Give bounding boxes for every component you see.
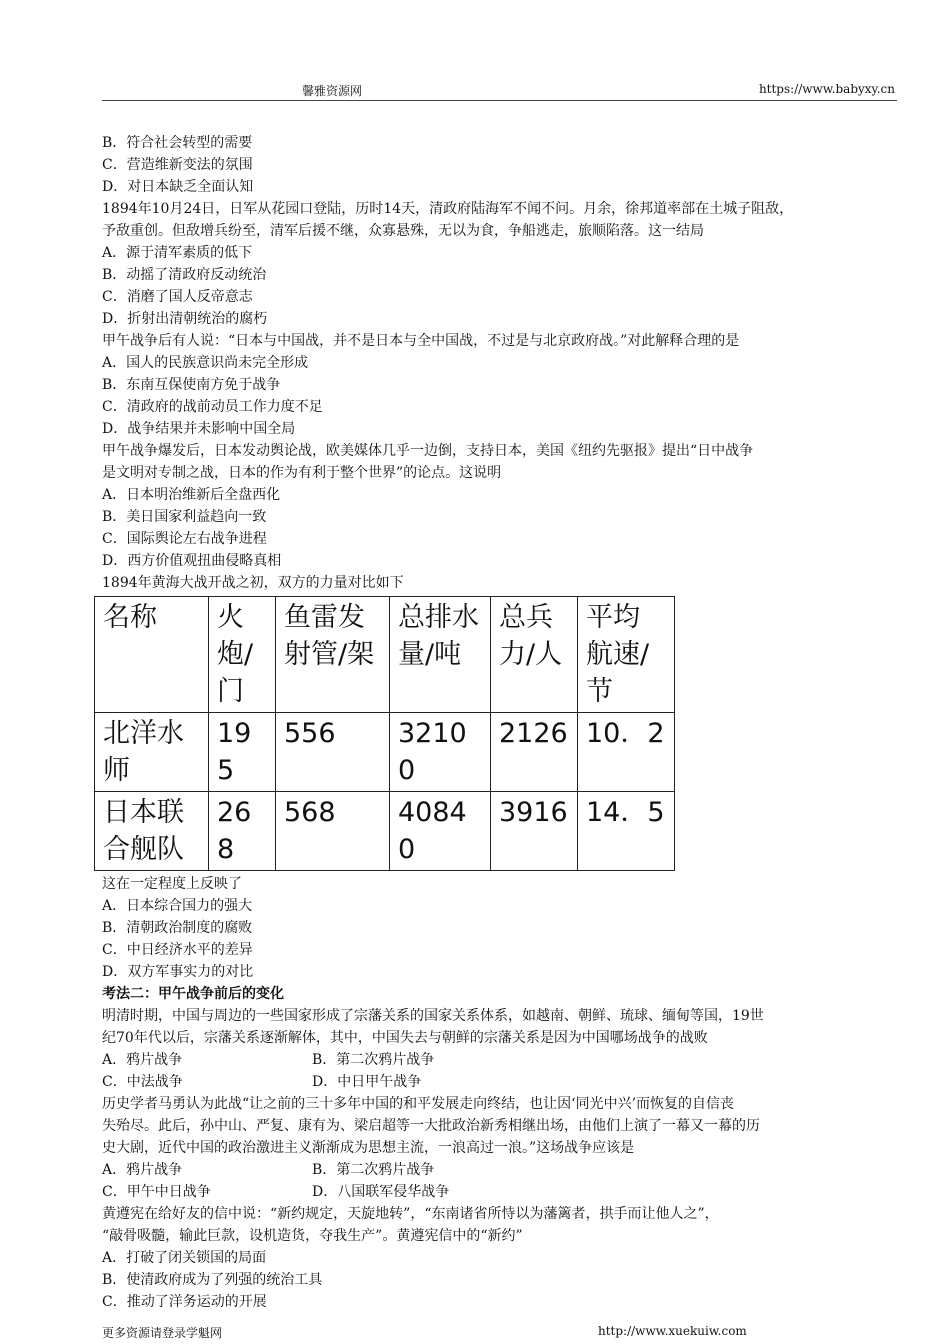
- option: D．八国联军侵华战争: [312, 1184, 450, 1200]
- table-header-cell: 总排水量/吨: [390, 597, 491, 713]
- option: C．推动了洋务运动的开展: [102, 1294, 267, 1310]
- table-header-cell: 总兵力/人: [491, 597, 578, 713]
- footer-note: 更多资源请登录学魁网: [102, 1326, 223, 1340]
- question-text: 历史学者马勇认为此战“让之前的三十多年中国的和平发展走向终结，也让因‘同光中兴’而恢复的自信丧: [102, 1096, 735, 1112]
- option: C．清政府的战前动员工作力度不足: [102, 399, 323, 415]
- table-row: [95, 713, 675, 792]
- table-cell: 40840: [390, 792, 491, 871]
- table-cell: 32100: [390, 713, 491, 792]
- table-cell: 日本联合舰队: [95, 792, 209, 871]
- question-text: 是文明对专制之战，日本的作为有利于整个世界”的论点。这说明: [102, 465, 502, 481]
- table-header-cell: 鱼雷发射管/架: [276, 597, 390, 713]
- question-text: “敲骨吸髓，输此巨款，设机造货，夺我生产”。黄遵宪信中的“新约”: [102, 1228, 523, 1244]
- option-row: [102, 1159, 897, 1181]
- question-text: 失殆尽。此后，孙中山、严复、康有为、梁启超等一大批政治新秀相继出场，由他们上演了一幕又一幕的历: [102, 1118, 760, 1134]
- table-cell: 268: [209, 792, 276, 871]
- table-cell: 2126: [491, 713, 578, 792]
- table-cell: 556: [276, 713, 390, 792]
- option-row: [102, 1181, 897, 1203]
- question-text: 这在一定程度上反映了: [102, 876, 242, 892]
- option: B．第二次鸦片战争: [312, 1052, 435, 1068]
- option: C．中法战争: [102, 1074, 183, 1090]
- option: A．鸦片战争: [102, 1052, 183, 1068]
- table-row: [95, 792, 675, 871]
- option: D．中日甲午战争: [312, 1074, 422, 1090]
- table-cell: 14．5: [578, 792, 675, 871]
- question-text: 甲午战争爆发后，日本发动舆论战，欧美媒体几乎一边倒，支持日本，美国《纽约先驱报》提出“日中战争: [102, 443, 754, 459]
- table-header-cell: 名称: [95, 597, 209, 713]
- question-text: 予敌重创。但敌增兵纷至，清军后援不继，众寡悬殊，无以为食，争船逃走，旅顺陷落。这一结局: [102, 223, 704, 239]
- option: A．打破了闭关锁国的局面: [102, 1250, 267, 1266]
- question-text: 纪70年代以后，宗藩关系逐渐解体，其中，中国失去与朝鲜的宗藩关系是因为中国哪场战争的战败: [102, 1030, 708, 1046]
- option: B．清朝政治制度的腐败: [102, 920, 253, 936]
- option: B．美日国家利益趋向一致: [102, 509, 267, 525]
- option-row: [102, 1049, 897, 1071]
- header-url[interactable]: https://www.babyxy.cn: [758, 82, 895, 96]
- option: B．符合社会转型的需要: [102, 135, 253, 151]
- question-text: 黄遵宪在给好友的信中说：“新约规定，天旋地转”，“东南诸省所恃以为藩篱者，拱手而让他人之”，: [102, 1206, 719, 1222]
- option: C．营造维新变法的氛围: [102, 157, 253, 173]
- table-header-cell: 火炮/门: [209, 597, 276, 713]
- fleet-comparison-table: [94, 596, 675, 871]
- option: B．动摇了清政府反动统治: [102, 267, 267, 283]
- option: D．双方军事实力的对比: [102, 964, 254, 980]
- option: A．源于清军素质的低下: [102, 245, 253, 261]
- table-header-cell: 平均航速/节: [578, 597, 675, 713]
- table-cell: 3916: [491, 792, 578, 871]
- option: D．西方价值观扭曲侵略真相: [102, 553, 282, 569]
- question-text: 明清时期，中国与周边的一些国家形成了宗藩关系的国家关系体系，如越南、朝鲜、琉球、缅甸等国，19世: [102, 1008, 764, 1024]
- option: A．国人的民族意识尚未完全形成: [102, 355, 309, 371]
- document-body: [102, 132, 897, 1313]
- option: B．使清政府成为了列强的统治工具: [102, 1272, 323, 1288]
- option: D．对日本缺乏全面认知: [102, 179, 254, 195]
- table-cell: 10．2: [578, 713, 675, 792]
- table-header-row: [95, 597, 675, 713]
- section-heading: 考法二：甲午战争前后的变化: [102, 986, 284, 1002]
- option: A．日本综合国力的强大: [102, 898, 253, 914]
- question-text: 甲午战争后有人说：“日本与中国战，并不是日本与全中国战，不过是与北京政府战。”对此解释合理的是: [102, 333, 740, 349]
- option: D．折射出清朝统治的腐朽: [102, 311, 268, 327]
- footer-url[interactable]: http://www.xuekuiw.com: [598, 1324, 747, 1338]
- question-text: 1894年10月24日，日军从花园口登陆，历时14天，清政府陆海军不闻不问。月余，徐邦道率部在土城子阻敌，: [102, 201, 794, 217]
- option: C．国际舆论左右战争进程: [102, 531, 267, 547]
- question-text: 史大剧，近代中国的政治激进主义渐渐成为思想主流，一浪高过一浪。”这场战争应该是: [102, 1140, 635, 1156]
- option: A．鸦片战争: [102, 1162, 183, 1178]
- option: B．第二次鸦片战争: [312, 1162, 435, 1178]
- table-cell: 北洋水师: [95, 713, 209, 792]
- option: D．战争结果并未影响中国全局: [102, 421, 296, 437]
- option-row: [102, 1071, 897, 1093]
- option: C．消磨了国人反帝意志: [102, 289, 253, 305]
- question-text: 1894年黄海大战开战之初，双方的力量对比如下: [102, 575, 404, 591]
- table-cell: 568: [276, 792, 390, 871]
- page-header: [102, 80, 897, 101]
- option: B．东南互保使南方免于战争: [102, 377, 281, 393]
- table-cell: 195: [209, 713, 276, 792]
- option: C．甲午中日战争: [102, 1184, 211, 1200]
- option: C．中日经济水平的差异: [102, 942, 253, 958]
- header-site-name: 馨雅资源网: [302, 84, 363, 98]
- option: A．日本明治维新后全盘西化: [102, 487, 281, 503]
